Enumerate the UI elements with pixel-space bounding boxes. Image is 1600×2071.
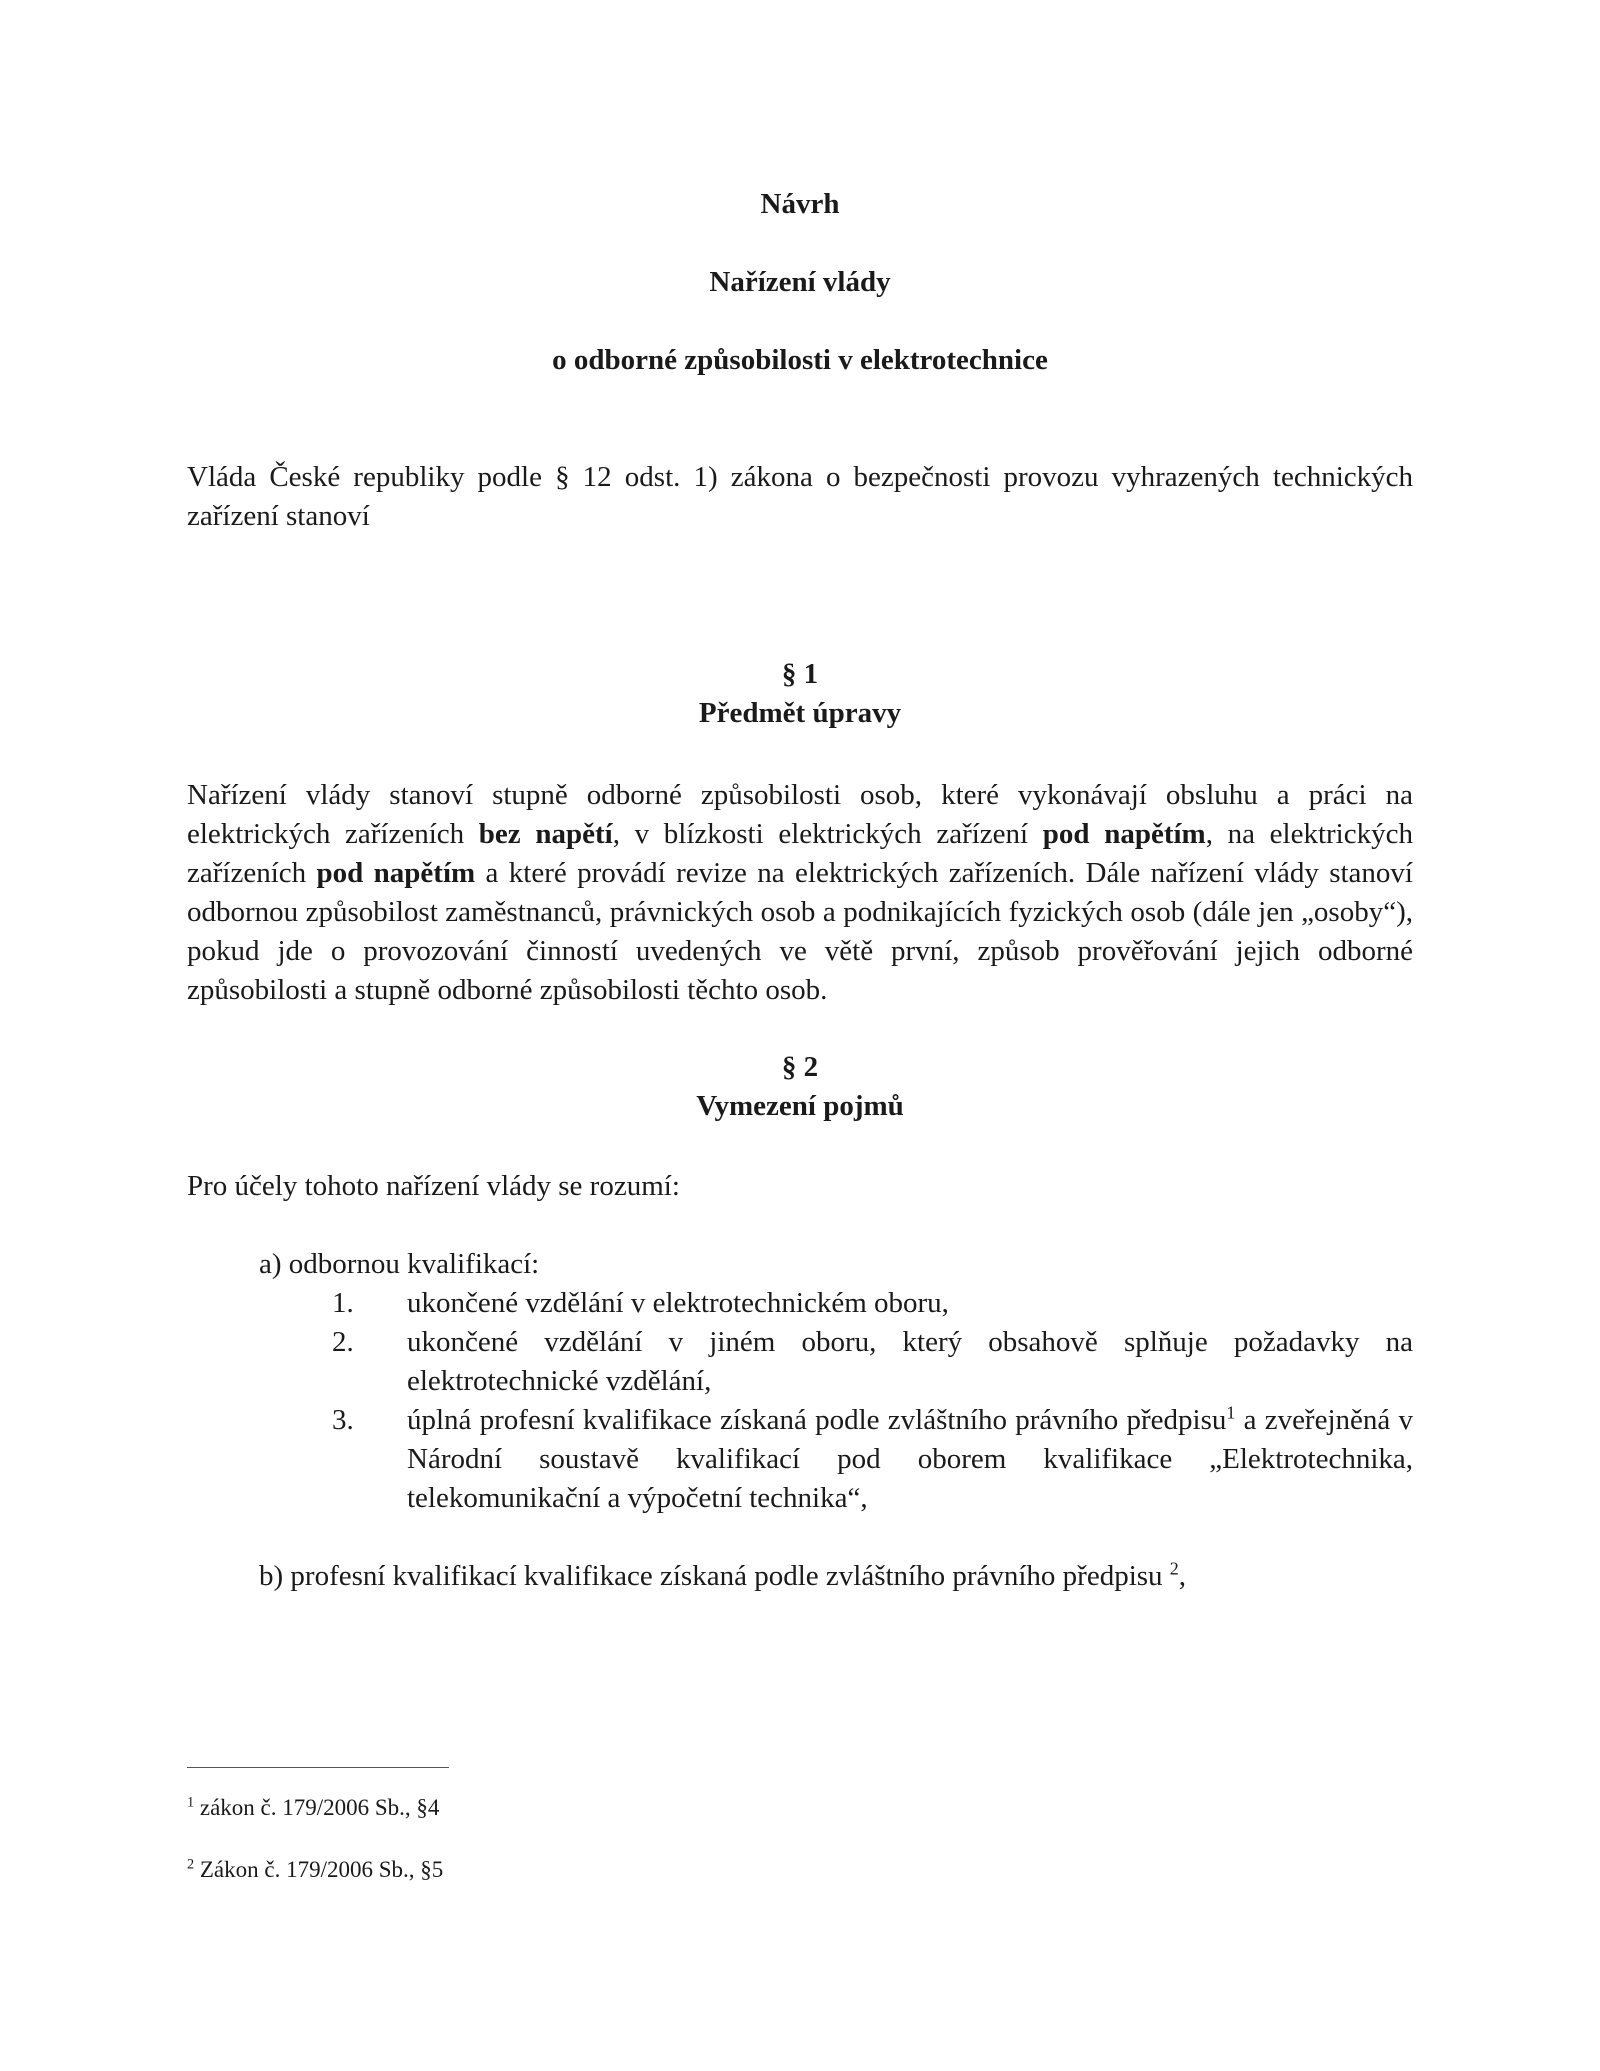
list-item-text: ukončené vzdělání v jiném oboru, který obsahově splňuje požadavky na elektrotechnické vzdělání, [407, 1326, 1413, 1397]
document-title: Nařízení vlády [709, 266, 891, 298]
footnote-mark: 1 [187, 1794, 195, 1811]
list-item [332, 1284, 1413, 1323]
section-1-bold-1: bez napětí [478, 818, 613, 850]
list-item-number: 1. [332, 1287, 354, 1319]
section-1-text-4: a které provádí revize na elektrických zařízeních. Dále nařízení vlády stanoví odbornou způsobilost zaměstnanců, právnických osob a podnikajících fyzických osob (dále jen „osoby“), pokud jde o provozování činností uvedených ve větě první, způsob prověřování jejich odborné způsobilosti a stupně odborné způsobilosti těchto osob. [187, 857, 1413, 1006]
section-2-intro: Pro účely tohoto nařízení vlády se rozumí: [187, 1170, 680, 1202]
section-1-text-2: , v blízkosti elektrických zařízení [612, 818, 1043, 850]
draft-label: Návrh [760, 188, 840, 220]
section-1-bold-2: pod napětím [1042, 818, 1206, 850]
footnote-ref-1: 1 [1226, 1402, 1236, 1423]
footnote-text: Zákon č. 179/2006 Sb., §5 [194, 1857, 444, 1882]
section-1-heading: Předmět úpravy [698, 697, 902, 729]
list-item-text-before: úplná profesní kvalifikace získaná podle zvláštního právního předpisu [407, 1404, 1227, 1436]
footnote-1 [187, 1793, 439, 1823]
list-item-number: 2. [332, 1326, 354, 1358]
section-2-number: § 2 [781, 1051, 819, 1083]
footnote-text: zákon č. 179/2006 Sb., §4 [194, 1795, 440, 1820]
list-item-text [407, 1401, 1413, 1518]
footnote-2 [187, 1855, 443, 1885]
document-page [187, 0, 1413, 2071]
definition-a-list [332, 1284, 1413, 1518]
section-2-heading: Vymezení pojmů [696, 1090, 904, 1122]
section-1-number: § 1 [781, 658, 819, 690]
list-item-text-after: a zveřejněná v Národní soustavě kvalifikací pod oborem kvalifikace „Elektrotechnika, telekomunikační a výpočetní technika“, [407, 1404, 1413, 1514]
definition-b-text: b) profesní kvalifikací kvalifikace získaná podle zvláštního právního předpisu [259, 1560, 1170, 1592]
list-item-number: 3. [332, 1404, 354, 1436]
footnote-divider [187, 1767, 449, 1768]
section-1-paragraph [187, 776, 1413, 1010]
preamble: Vláda České republiky podle § 12 odst. 1) zákona o bezpečnosti provozu vyhrazených technických zařízení stanoví [187, 461, 1413, 532]
definition-a: a) odbornou kvalifikací: [259, 1248, 540, 1280]
section-1-text-1: Nařízení vlády stanoví stupně odborné způsobilosti osob, které vykonávají obsluhu a práci na elektrických zařízeních [187, 779, 1413, 850]
document-subtitle: o odborné způsobilosti v elektrotechnice [552, 344, 1048, 376]
definition-b [259, 1557, 1186, 1596]
list-item [332, 1401, 1413, 1518]
list-item-text: ukončené vzdělání v elektrotechnickém oboru, [407, 1287, 949, 1319]
section-1-bold-3: pod napětím [316, 857, 476, 889]
list-item [332, 1323, 1413, 1401]
footnote-mark: 2 [187, 1856, 195, 1873]
section-1-text-3: , na elektrických zařízeních [187, 818, 1413, 889]
definition-b-end: , [1178, 1560, 1187, 1592]
footnote-ref-2: 2 [1169, 1558, 1179, 1579]
